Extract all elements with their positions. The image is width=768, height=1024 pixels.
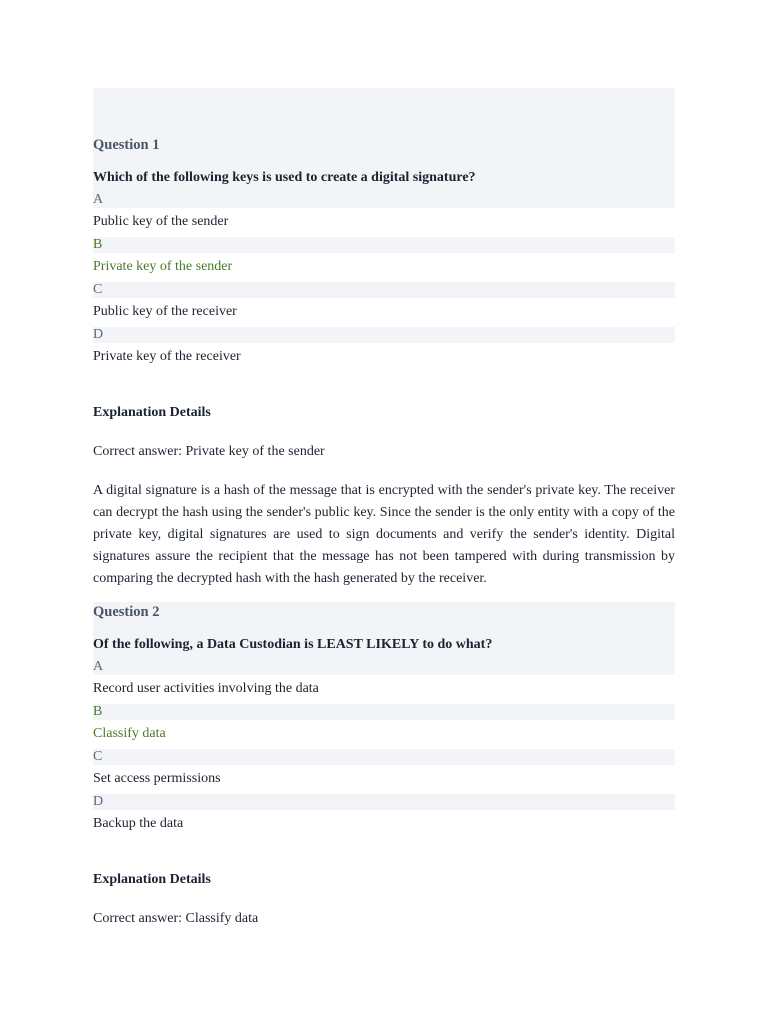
option-a[interactable]: Record user activities involving the data xyxy=(93,675,675,704)
header-spacer xyxy=(93,88,675,135)
question-text: Of the following, a Data Custodian is LEAST LIKELY to do what? xyxy=(93,637,493,652)
quiz-page xyxy=(93,88,675,929)
option-c[interactable]: Set access permissions xyxy=(93,765,675,794)
option-letter-c: C xyxy=(93,282,675,298)
option-d[interactable]: Private key of the receiver xyxy=(93,343,675,372)
option-d[interactable]: Backup the data xyxy=(93,810,675,839)
option-letter-b: B xyxy=(93,704,675,720)
option-letter-d: D xyxy=(93,327,675,343)
option-c[interactable]: Public key of the receiver xyxy=(93,298,675,327)
option-b[interactable]: Private key of the sender xyxy=(93,253,675,282)
question-title: Question 1 xyxy=(93,137,160,153)
explanation-title: Explanation Details xyxy=(93,872,211,887)
answer-options xyxy=(93,659,675,839)
question-2-header xyxy=(93,602,675,659)
question-title: Question 2 xyxy=(93,604,160,620)
option-b[interactable]: Classify data xyxy=(93,720,675,749)
explanation-title: Explanation Details xyxy=(93,405,211,420)
option-letter-a: A xyxy=(93,192,675,208)
option-letter-c: C xyxy=(93,749,675,765)
question-1-header xyxy=(93,88,675,192)
option-a[interactable]: Public key of the sender xyxy=(93,208,675,237)
correct-answer-text: Correct answer: Classify data xyxy=(93,911,259,926)
option-letter-a: A xyxy=(93,659,675,675)
correct-answer-text: Correct answer: Private key of the sender xyxy=(93,444,325,459)
question-text: Which of the following keys is used to create a digital signature? xyxy=(93,170,476,185)
answer-options xyxy=(93,192,675,372)
option-letter-b: B xyxy=(93,237,675,253)
explanation-body: A digital signature is a hash of the message that is encrypted with the sender's private key. The receiver can decrypt the hash using the sender's public key. Since the sender is the only entity with a copy of the private key, digital signatures are used to sign documents and verify the sender's identity. Digital signatures assure the recipient that the message has not been tampered with during transmission by comparing the decrypted hash with the hash generated by the receiver. xyxy=(93,483,675,586)
option-letter-d: D xyxy=(93,794,675,810)
